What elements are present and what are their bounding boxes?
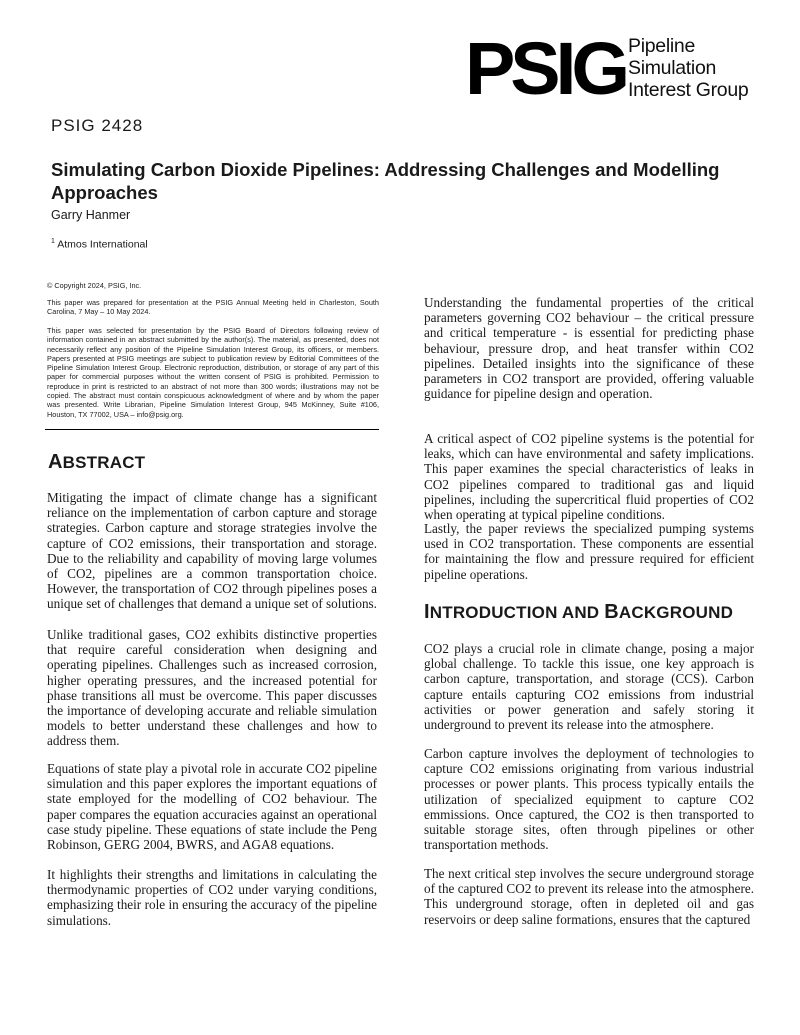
paragraph-text: Lastly, the paper reviews the specialized pumping systems used in CO2 transportation. These components are essential for maintaining the flow and pressure required for efficient pipeline operations. <box>424 521 754 582</box>
affiliation-text: Atmos International <box>57 238 148 251</box>
copyright-notice: © Copyright 2024, PSIG, Inc. <box>47 281 142 290</box>
abstract-paragraph <box>424 521 754 582</box>
heading-initial: B <box>604 601 619 623</box>
heading-initial: I <box>424 601 430 623</box>
logo-mark: PSIG <box>465 27 625 110</box>
abstract-paragraph <box>47 627 377 749</box>
paragraph-text: Unlike traditional gases, CO2 exhibits distinctive properties that require careful consideration when designing and operating pipelines. Challenges such as increased corrosion, higher operating pressures, and the increased potential for phase transitions all must be overcome. This paper discusses the importance of developing accurate and reliable simulation models to better understand these challenges and how to address them. <box>47 627 377 749</box>
heading-initial: A <box>48 451 63 473</box>
section-divider <box>45 429 379 430</box>
author-affiliation <box>51 238 148 251</box>
paragraph-text: Understanding the fundamental properties of the critical parameters governing CO2 behaviour – the critical pressure and critical temperature - is essential for predicting phase behaviour, pressure drop, and heat transfer within CO2 pipelines. Detailed insights into the significance of these parameters in CO2 transport are provided, offering valuable guidance for pipeline design and operation. <box>424 295 754 402</box>
paper-title: Simulating Carbon Dioxide Pipelines: Addressing Challenges and Modelling Approaches <box>51 159 720 203</box>
heading-rest: ACKGROUND <box>618 603 734 622</box>
logo-line: Simulation <box>628 57 717 79</box>
heading-rest: NTRODUCTION AND <box>429 603 605 622</box>
paragraph-text: Equations of state play a pivotal role in accurate CO2 pipeline simulation and this paper explores the important equations of state employed for the modelling of CO2 behaviour. The paper compares the equation accuracies against an operational case study pipeline. These equations of state include the Peng Robinson, GERG 2004, BWRS, and AGA8 equations. <box>47 761 377 853</box>
paragraph-text: Mitigating the impact of climate change has a significant reliance on the implementation of carbon capture and storage strategies. Carbon capture and storage strategies involve the capture of CO2 emissions, their transportation and storage. Due to the reliability and capability of moving large volumes of CO2, pipelines are a common transportation choice. However, the transportation of CO2 through pipelines poses a unique set of challenges that demand a unique set of solutions. <box>47 490 377 612</box>
affiliation-superscript: 1 <box>51 238 55 245</box>
abstract-paragraph <box>47 761 377 852</box>
paragraph-text: A critical aspect of CO2 pipeline systems is the potential for leaks, which can have environmental and safety implications. This paper examines the special characteristics of leaks in CO2 pipelines compared to traditional gas and liquid pipelines, including the supercritical fluid properties of CO2 when operating at typical pipeline conditions. <box>424 431 754 523</box>
abstract-paragraph <box>424 295 754 401</box>
paragraph-text: Carbon capture involves the deployment of technologies to capture CO2 emissions originating from various industrial processes or power plants. This process typically entails the utilization of specialized equipment to capture CO2 emmissions. Once captured, the CO2 is then transported to suitable storage sites, often through pipelines or other transportation methods. <box>424 746 754 853</box>
abstract-paragraph <box>424 431 754 522</box>
introduction-heading <box>424 601 733 624</box>
introduction-paragraph <box>424 746 754 852</box>
paper-number: PSIG 2428 <box>51 116 144 135</box>
paragraph-text: The next critical step involves the secure underground storage of the captured CO2 to prevent its release into the atmosphere. This underground storage, often in depleted oil and gas reservoirs or deep saline formations, ensures that the captured <box>424 866 754 927</box>
logo-wordmark <box>628 35 748 101</box>
abstract-heading <box>48 451 145 474</box>
permission-notice: This paper was selected for presentation by the PSIG Board of Directors following review of information contained in an abstract submitted by the author(s). The material, as presented, does not necessarily reflect any position of the Pipeline Simulation Interest Group, its officers, or members. Papers presented at PSIG meetings are subject to publication review by Editorial Committees of the Pipeline Simulation Interest Group. Electronic reproduction, distribution, or storage of any part of this paper for commercial purposes without the written consent of PSIG is prohibited. Permission to reproduce in print is restricted to an abstract of not more than 300 words; illustrations may not be copied. The abstract must contain conspicuous acknowledgment of where and by whom the paper was presented. Write Librarian, Pipeline Simulation Interest Group, 945 McKinney, Suite #106, Houston, TX 77002, USA – info@psig.org. <box>47 326 379 419</box>
abstract-paragraph <box>47 490 377 612</box>
paragraph-text: CO2 plays a crucial role in climate change, posing a major global challenge. To tackle this issue, one key approach is carbon capture, transportation, and storage (CCS). Carbon capture entails capturing CO2 emissions from industrial activities or power generation and safely storing it underground to prevent its release into the atmosphere. <box>424 641 754 733</box>
introduction-paragraph <box>424 866 754 927</box>
heading-rest: BSTRACT <box>62 453 146 472</box>
paragraph-text: It highlights their strengths and limitations in calculating the thermodynamic properties of CO2 under varying conditions, emphasizing their role in ensuring the accuracy of the pipeline simulations. <box>47 867 377 928</box>
logo-line: Interest Group <box>628 79 749 101</box>
logo-line: Pipeline <box>628 35 695 57</box>
psig-logo <box>465 27 765 110</box>
presentation-note: This paper was prepared for presentation at the PSIG Annual Meeting held in Charleston, South Carolina, 7 May – 10 May 2024. <box>47 298 379 317</box>
introduction-paragraph <box>424 641 754 732</box>
abstract-paragraph <box>47 867 377 928</box>
author-name: Garry Hanmer <box>51 208 131 222</box>
